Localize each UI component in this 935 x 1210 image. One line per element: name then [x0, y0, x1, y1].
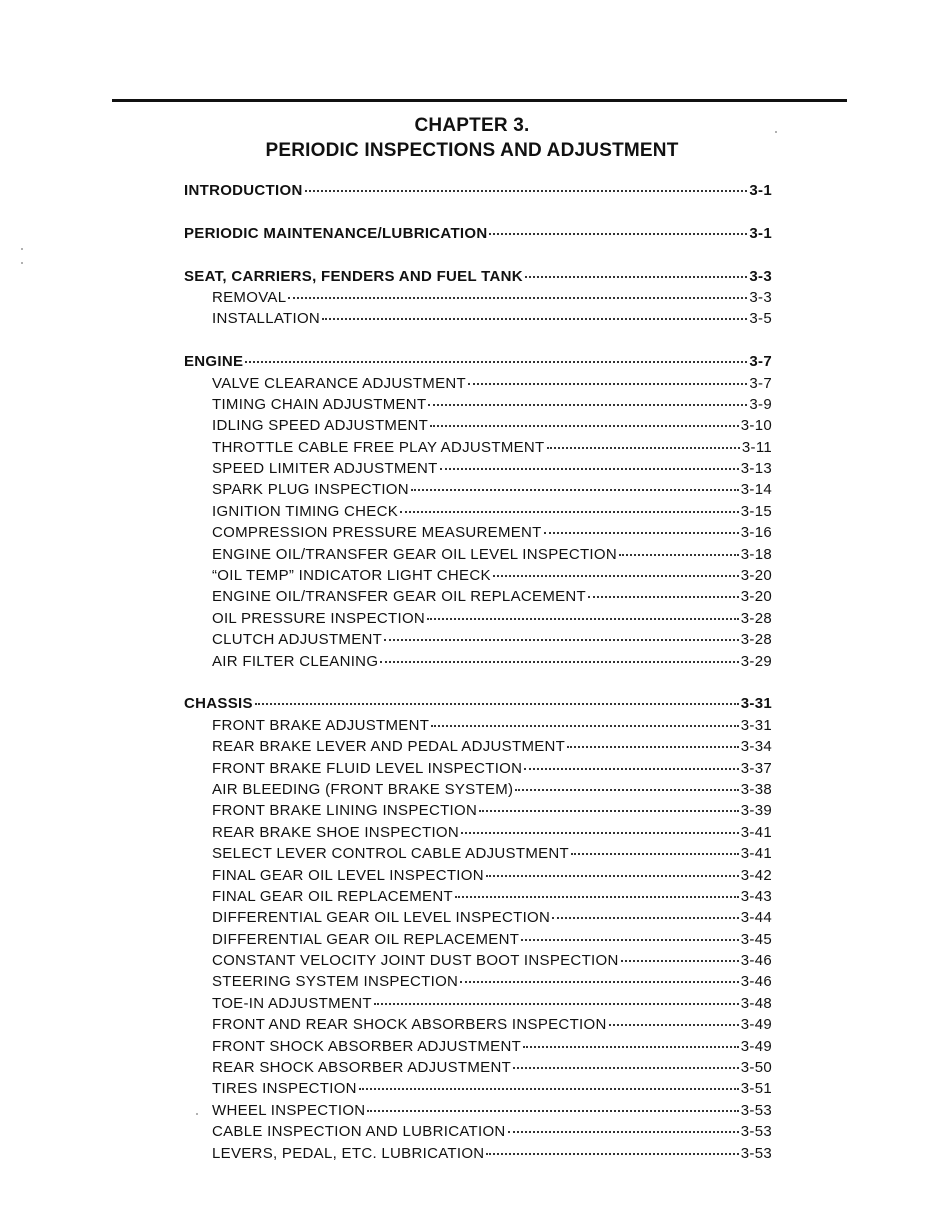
toc-label: REAR SHOCK ABSORBER ADJUSTMENT [212, 1059, 512, 1077]
toc-page-number: 3-20 [740, 588, 772, 606]
dot-leader [245, 360, 747, 363]
toc-spacer [184, 246, 772, 267]
toc-entry-row[interactable] [184, 1080, 772, 1101]
toc-label: SPEED LIMITER ADJUSTMENT [212, 460, 438, 478]
toc-label: DIFFERENTIAL GEAR OIL REPLACEMENT [212, 930, 520, 948]
dot-leader [461, 831, 739, 834]
toc-label: FINAL GEAR OIL REPLACEMENT [212, 887, 453, 905]
toc-section-row[interactable] [184, 353, 772, 374]
toc-page-number: 3-53 [740, 1144, 772, 1162]
toc-page-number: 3-15 [740, 502, 772, 520]
toc-entry-row[interactable] [184, 802, 772, 823]
dot-leader [515, 788, 738, 791]
toc-label: INSTALLATION [212, 310, 321, 328]
dot-leader [305, 189, 748, 192]
toc-label: OIL PRESSURE INSPECTION [212, 609, 426, 627]
chapter-title: PERIODIC INSPECTIONS AND ADJUSTMENT [265, 140, 679, 161]
chapter-number: CHAPTER 3. [414, 115, 530, 136]
toc-entry-row[interactable] [184, 631, 772, 652]
toc-page-number: 3-34 [740, 738, 772, 756]
dot-leader [322, 317, 747, 320]
toc-entry-row[interactable] [184, 973, 772, 994]
toc-entry-row[interactable] [184, 375, 772, 396]
dot-leader [486, 1152, 738, 1155]
dot-leader [588, 595, 739, 598]
dot-leader [552, 916, 739, 919]
dot-leader [525, 275, 748, 278]
dot-leader [489, 232, 747, 235]
dot-leader [380, 660, 738, 663]
toc-label: TIMING CHAIN ADJUSTMENT [212, 395, 427, 413]
dot-leader [513, 1066, 739, 1069]
toc-page-number: 3-20 [740, 567, 772, 585]
toc-page-number: 3-9 [749, 395, 772, 413]
toc-page-number: 3-41 [740, 845, 772, 863]
dot-leader [427, 617, 739, 620]
toc-label: FRONT BRAKE LINING INSPECTION [212, 802, 478, 820]
toc-entry-row[interactable] [184, 952, 772, 973]
toc-page-number: 3-39 [740, 802, 772, 820]
dot-leader [374, 1002, 739, 1005]
dot-leader [428, 403, 747, 406]
toc-page-number: 3-49 [740, 1037, 772, 1055]
toc-entry-row[interactable] [184, 567, 772, 588]
toc-page-number: 3-44 [740, 909, 772, 927]
toc-section-row[interactable] [184, 695, 772, 716]
toc-label: AIR FILTER CLEANING [212, 652, 379, 670]
toc-label: CHASSIS [184, 695, 253, 713]
scan-speck [775, 131, 777, 133]
toc-page-number: 3-37 [740, 759, 772, 777]
dot-leader [288, 296, 747, 299]
toc-entry-row[interactable] [184, 717, 772, 738]
toc-label: COMPRESSION PRESSURE MEASUREMENT [212, 524, 542, 542]
toc-page-number: 3-38 [740, 780, 772, 798]
scan-speck [196, 1113, 198, 1115]
toc-label: FINAL GEAR OIL LEVEL INSPECTION [212, 866, 484, 884]
toc-entry-row[interactable] [184, 781, 772, 802]
toc-entry-row[interactable] [184, 738, 772, 759]
toc-page-number: 3-7 [749, 353, 772, 371]
dot-leader [431, 724, 739, 727]
scan-speck [21, 248, 23, 250]
toc-page-number: 3-13 [740, 460, 772, 478]
toc-label: FRONT AND REAR SHOCK ABSORBERS INSPECTION [212, 1016, 607, 1034]
dot-leader [367, 1109, 738, 1112]
dot-leader [430, 424, 739, 427]
toc-page-number: 3-50 [740, 1059, 772, 1077]
toc-label: CONSTANT VELOCITY JOINT DUST BOOT INSPECTION [212, 952, 619, 970]
toc-label: REMOVAL [212, 288, 287, 306]
dot-leader [460, 980, 739, 983]
toc-page-number: 3-5 [749, 310, 772, 328]
dot-leader [521, 938, 739, 941]
toc-label: “OIL TEMP” INDICATOR LIGHT CHECK [212, 567, 491, 585]
toc-page-number: 3-18 [740, 545, 772, 563]
toc-page-number: 3-41 [740, 823, 772, 841]
scan-speck [21, 262, 23, 264]
toc-page-number: 3-48 [740, 994, 772, 1012]
toc-label: CLUTCH ADJUSTMENT [212, 631, 383, 649]
toc-label: FRONT BRAKE FLUID LEVEL INSPECTION [212, 759, 523, 777]
toc-entry-row[interactable] [184, 653, 772, 674]
toc-entry-row[interactable] [184, 588, 772, 609]
toc-entry-row[interactable] [184, 1102, 772, 1123]
toc-page-number: 3-31 [740, 695, 772, 713]
toc-page-number: 3-31 [740, 716, 772, 734]
toc-entry-row[interactable] [184, 888, 772, 909]
toc-entry-row[interactable] [184, 909, 772, 930]
toc-entry-row[interactable] [184, 824, 772, 845]
toc-entry-row[interactable] [184, 503, 772, 524]
chapter-heading [160, 113, 784, 163]
dot-leader [609, 1023, 739, 1026]
dot-leader [567, 745, 739, 748]
toc-label: FRONT SHOCK ABSORBER ADJUSTMENT [212, 1037, 522, 1055]
toc-entry-row[interactable] [184, 1016, 772, 1037]
toc-page-number: 3-3 [749, 288, 772, 306]
dot-leader [621, 959, 739, 962]
dot-leader [384, 638, 739, 641]
toc-label: WHEEL INSPECTION [212, 1101, 366, 1119]
toc-label: SEAT, CARRIERS, FENDERS AND FUEL TANK [184, 267, 523, 285]
toc-entry-row[interactable] [184, 460, 772, 481]
dot-leader [547, 446, 740, 449]
dot-leader [523, 1045, 739, 1048]
toc-entry-row[interactable] [184, 931, 772, 952]
toc-entry-row[interactable] [184, 439, 772, 460]
toc-entry-row[interactable] [184, 995, 772, 1016]
toc-entry-row[interactable] [184, 1038, 772, 1059]
dot-leader [400, 510, 739, 513]
toc-label: TOE-IN ADJUSTMENT [212, 994, 372, 1012]
header-rule [112, 99, 847, 102]
toc-entry-row[interactable] [184, 1145, 772, 1166]
toc-section-row[interactable] [184, 225, 772, 246]
toc-spacer [184, 332, 772, 353]
toc-spacer [184, 203, 772, 224]
toc-label: STEERING SYSTEM INSPECTION [212, 973, 459, 991]
toc-page-number: 3-53 [740, 1101, 772, 1119]
toc-spacer [184, 674, 772, 695]
toc-page-number: 3-14 [740, 481, 772, 499]
toc-page-number: 3-51 [740, 1080, 772, 1098]
toc-entry-row[interactable] [184, 1059, 772, 1080]
toc-page-number: 3-3 [749, 267, 772, 285]
toc-page-number: 3-46 [740, 952, 772, 970]
toc-page-number: 3-1 [749, 224, 772, 242]
dot-leader [524, 767, 739, 770]
toc-entry-row[interactable] [184, 546, 772, 567]
toc-label: ENGINE OIL/TRANSFER GEAR OIL REPLACEMENT [212, 588, 587, 606]
toc-label: TIRES INSPECTION [212, 1080, 357, 1098]
toc-label: REAR BRAKE SHOE INSPECTION [212, 823, 460, 841]
toc-entry-row[interactable] [184, 310, 772, 331]
toc-entry-row[interactable] [184, 845, 772, 866]
toc-page-number: 3-49 [740, 1016, 772, 1034]
toc-page-number: 3-43 [740, 887, 772, 905]
toc-page-number: 3-1 [749, 182, 772, 199]
toc-page-number: 3-16 [740, 524, 772, 542]
dot-leader [508, 1130, 739, 1133]
toc-label: REAR BRAKE LEVER AND PEDAL ADJUSTMENT [212, 738, 566, 756]
toc-entry-row[interactable] [184, 867, 772, 888]
toc-entry-row[interactable] [184, 610, 772, 631]
toc-label: ENGINE OIL/TRANSFER GEAR OIL LEVEL INSPECTION [212, 545, 617, 563]
toc-page-number: 3-45 [740, 930, 772, 948]
toc-label: SPARK PLUG INSPECTION [212, 481, 409, 499]
dot-leader [493, 574, 739, 577]
toc-page-number: 3-46 [740, 973, 772, 991]
toc-page-number: 3-10 [740, 417, 772, 435]
toc-entry-row[interactable] [184, 760, 772, 781]
toc-label: PERIODIC MAINTENANCE/LUBRICATION [184, 224, 488, 242]
dot-leader [544, 531, 739, 534]
toc-page-number: 3-7 [749, 374, 772, 392]
dot-leader [255, 702, 739, 705]
toc-entry-row[interactable] [184, 524, 772, 545]
toc-section-row[interactable] [184, 268, 772, 289]
toc-label: DIFFERENTIAL GEAR OIL LEVEL INSPECTION [212, 909, 551, 927]
table-of-contents [184, 182, 772, 1166]
toc-page-number: 3-42 [740, 866, 772, 884]
toc-label: SELECT LEVER CONTROL CABLE ADJUSTMENT [212, 845, 570, 863]
dot-leader [468, 382, 747, 385]
toc-label: IGNITION TIMING CHECK [212, 502, 399, 520]
toc-section-row[interactable] [184, 182, 772, 203]
dot-leader [411, 488, 739, 491]
toc-label: INTRODUCTION [184, 182, 303, 199]
dot-leader [479, 809, 739, 812]
toc-entry-row[interactable] [184, 417, 772, 438]
toc-page-number: 3-29 [740, 652, 772, 670]
toc-entry-row[interactable] [184, 1123, 772, 1144]
toc-entry-row[interactable] [184, 481, 772, 502]
toc-label: IDLING SPEED ADJUSTMENT [212, 417, 429, 435]
toc-label: ENGINE [184, 353, 244, 371]
toc-page-number: 3-11 [741, 438, 772, 456]
toc-entry-row[interactable] [184, 396, 772, 417]
toc-label: THROTTLE CABLE FREE PLAY ADJUSTMENT [212, 438, 545, 456]
toc-label: FRONT BRAKE ADJUSTMENT [212, 716, 430, 734]
dot-leader [440, 467, 739, 470]
toc-page-number: 3-28 [740, 631, 772, 649]
dot-leader [455, 895, 739, 898]
toc-label: AIR BLEEDING (FRONT BRAKE SYSTEM) [212, 780, 514, 798]
toc-page-number: 3-28 [740, 609, 772, 627]
dot-leader [359, 1087, 739, 1090]
toc-label: LEVERS, PEDAL, ETC. LUBRICATION [212, 1144, 485, 1162]
dot-leader [571, 852, 739, 855]
toc-label: CABLE INSPECTION AND LUBRICATION [212, 1123, 506, 1141]
toc-entry-row[interactable] [184, 289, 772, 310]
dot-leader [619, 553, 739, 556]
toc-page-number: 3-53 [740, 1123, 772, 1141]
dot-leader [486, 874, 739, 877]
toc-label: VALVE CLEARANCE ADJUSTMENT [212, 374, 466, 392]
